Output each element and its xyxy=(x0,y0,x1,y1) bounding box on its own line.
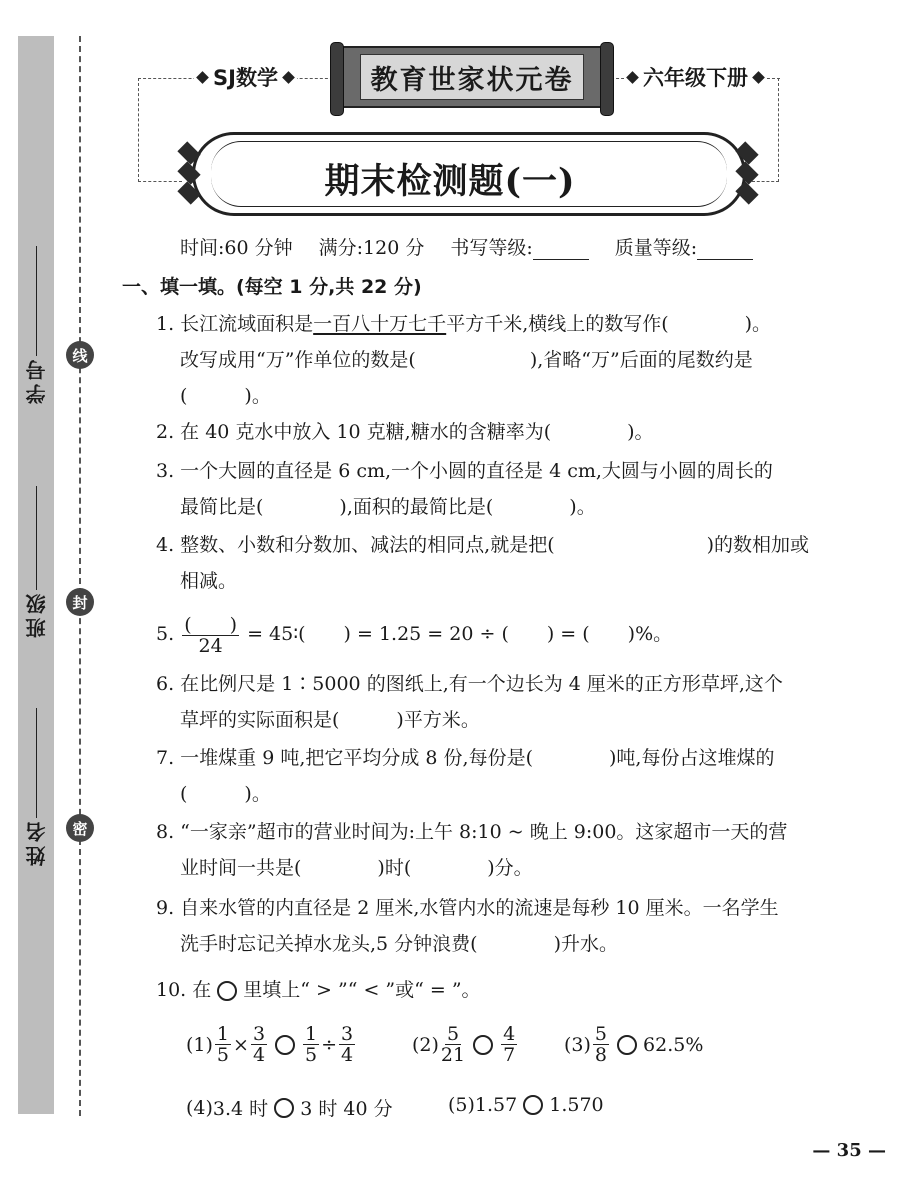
page-number: — 35 — xyxy=(812,1140,886,1161)
question-3: 3. 一个大圆的直径是 6 cm,一个小圆的直径是 4 cm,大圆与小圆的周长的 最简比是( ),面积的最简比是( )。 xyxy=(156,460,773,518)
compare-4-circle[interactable] xyxy=(274,1098,294,1118)
question-9: 9. 自来水管的内直径是 2 厘米,水管内水的流速是每秒 10 厘米。一名学生 洗手时忘记关掉水龙头,5 分钟浪费( )升水。 xyxy=(156,897,779,955)
diamond-icon xyxy=(752,71,765,84)
exam-info-row xyxy=(180,233,753,260)
name-label: 姓名 xyxy=(24,818,49,866)
question-2: 2. 在 40 克水中放入 10 克糖,糖水的含糖率为( )。 xyxy=(156,421,654,443)
seal-xian: 线 xyxy=(66,341,94,369)
compare-1: (1) $\frac{1}{5}$ × $\frac{3}{4}$ $\frac{1}{5}$ ÷ $\frac{3}{4}$ xyxy=(186,1023,354,1066)
question-4: 4. 整数、小数和分数加、减法的相同点,就是把( )的数相加或 相减。 xyxy=(156,534,810,592)
section-heading: 一、填一填。(每空 1 分,共 22 分) xyxy=(122,276,422,298)
compare-2-circle[interactable] xyxy=(473,1035,493,1055)
compare-2: (2) $\frac{5}{21}$ $\frac{4}{7}$ xyxy=(412,1023,516,1066)
brand-scroll xyxy=(338,46,606,108)
quality-grade-blank[interactable] xyxy=(697,259,753,260)
compare-1-circle[interactable] xyxy=(275,1035,295,1055)
compare-5-circle[interactable] xyxy=(523,1095,543,1115)
quality-grade: 质量等级: xyxy=(615,233,753,260)
class-field xyxy=(20,486,52,638)
subject-tag xyxy=(194,62,297,92)
question-7: 7. 一堆煤重 9 吨,把它平均分成 8 份,每份是( )吨,每份占这堆煤的 ( )。 xyxy=(156,747,775,805)
question-10: 10. 在 里填上“ > ”“ < ”或“ = ”。 xyxy=(156,979,481,1001)
underlined-number: 一百八十万七千 xyxy=(313,313,447,335)
diamond-icon xyxy=(626,71,639,84)
question-5: 5. $\frac{( )}{24}$ = 45∶( ) = 1.25 = 20 ÷ ( ) = ( )%。 xyxy=(156,613,673,657)
writing-grade: 书写等级: xyxy=(450,233,588,260)
class-underline xyxy=(36,486,37,590)
name-field xyxy=(20,708,52,866)
brand-title: 教育世家状元卷 xyxy=(360,54,584,100)
question-1: 1. 长江流域面积是一百八十万七千平方千米,横线上的数写作( )。 改写成用“万”作单位的数是( ),省略“万”后面的尾数约是 ( )。 xyxy=(156,313,772,407)
diamond-icon xyxy=(282,71,295,84)
student-id-field xyxy=(20,246,52,404)
seal-mi: 密 xyxy=(66,814,94,842)
seal-feng: 封 xyxy=(66,588,94,616)
name-underline xyxy=(36,708,37,818)
fraction: $\frac{( )}{24}$ xyxy=(184,613,238,657)
compare-4: (4) 3.4 时 3 时 40 分 xyxy=(186,1096,393,1120)
question-8: 8. “一家亲”超市的营业时间为:上午 8:10 ~ 晚上 9:00。这家超市一天的营 业时间一共是( )时( )分。 xyxy=(156,821,788,879)
student-id-underline xyxy=(36,246,37,356)
compare-3: (3) $\frac{5}{8}$ 62.5% xyxy=(564,1023,704,1066)
grade-label: 六年级下册 xyxy=(643,66,748,90)
compare-5: (5) 1.57 1.570 xyxy=(448,1094,604,1116)
writing-grade-blank[interactable] xyxy=(533,259,589,260)
time-limit: 时间:60 分钟 xyxy=(180,237,293,259)
circle-icon xyxy=(217,981,237,1001)
full-score: 满分:120 分 xyxy=(318,237,425,259)
page-title: 期末检测题(一) xyxy=(324,161,576,202)
diamond-icon xyxy=(196,71,209,84)
student-id-label: 学号 xyxy=(24,356,49,404)
question-6: 6. 在比例尺是 1∶5000 的图纸上,有一个边长为 4 厘米的正方形草坪,这个 草坪的实际面积是( )平方米。 xyxy=(156,673,783,731)
subject-label: SJ数学 xyxy=(213,66,278,90)
compare-3-circle[interactable] xyxy=(617,1035,637,1055)
grade-tag xyxy=(624,62,767,92)
class-label: 班级 xyxy=(24,590,49,638)
